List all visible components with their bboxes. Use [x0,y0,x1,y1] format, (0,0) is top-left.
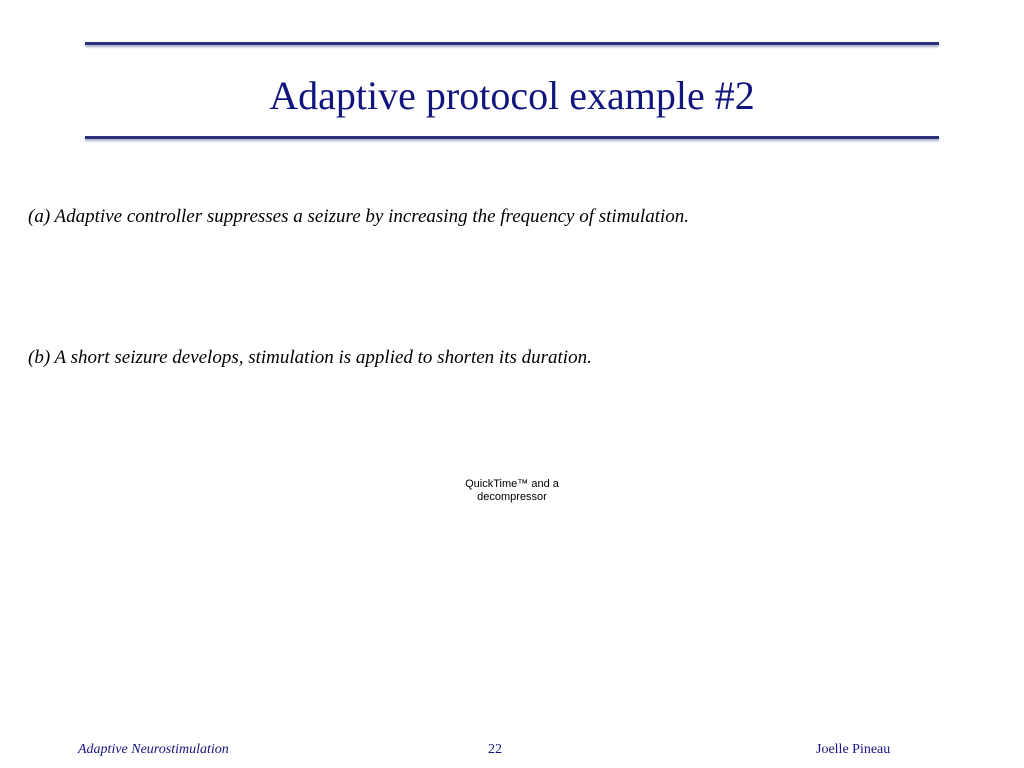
title-top-rule [85,42,939,45]
footer-page-number: 22 [488,742,502,757]
title-bottom-rule [85,136,939,139]
quicktime-placeholder-line1: QuickTime™ and a [465,478,559,490]
caption-a: (a) Adaptive controller suppresses a seizure by increasing the frequency of stimulation. [28,206,690,227]
quicktime-media-placeholder[interactable] [432,478,592,504]
footer-author: Joelle Pineau [816,742,891,757]
footer-presentation-title: Adaptive Neurostimulation [78,742,229,757]
slide-title: Adaptive protocol example #2 [269,73,755,118]
caption-b: (b) A short seizure develops, stimulation is applied to shorten its duration. [28,347,592,368]
quicktime-placeholder-line2: decompressor [477,491,547,503]
